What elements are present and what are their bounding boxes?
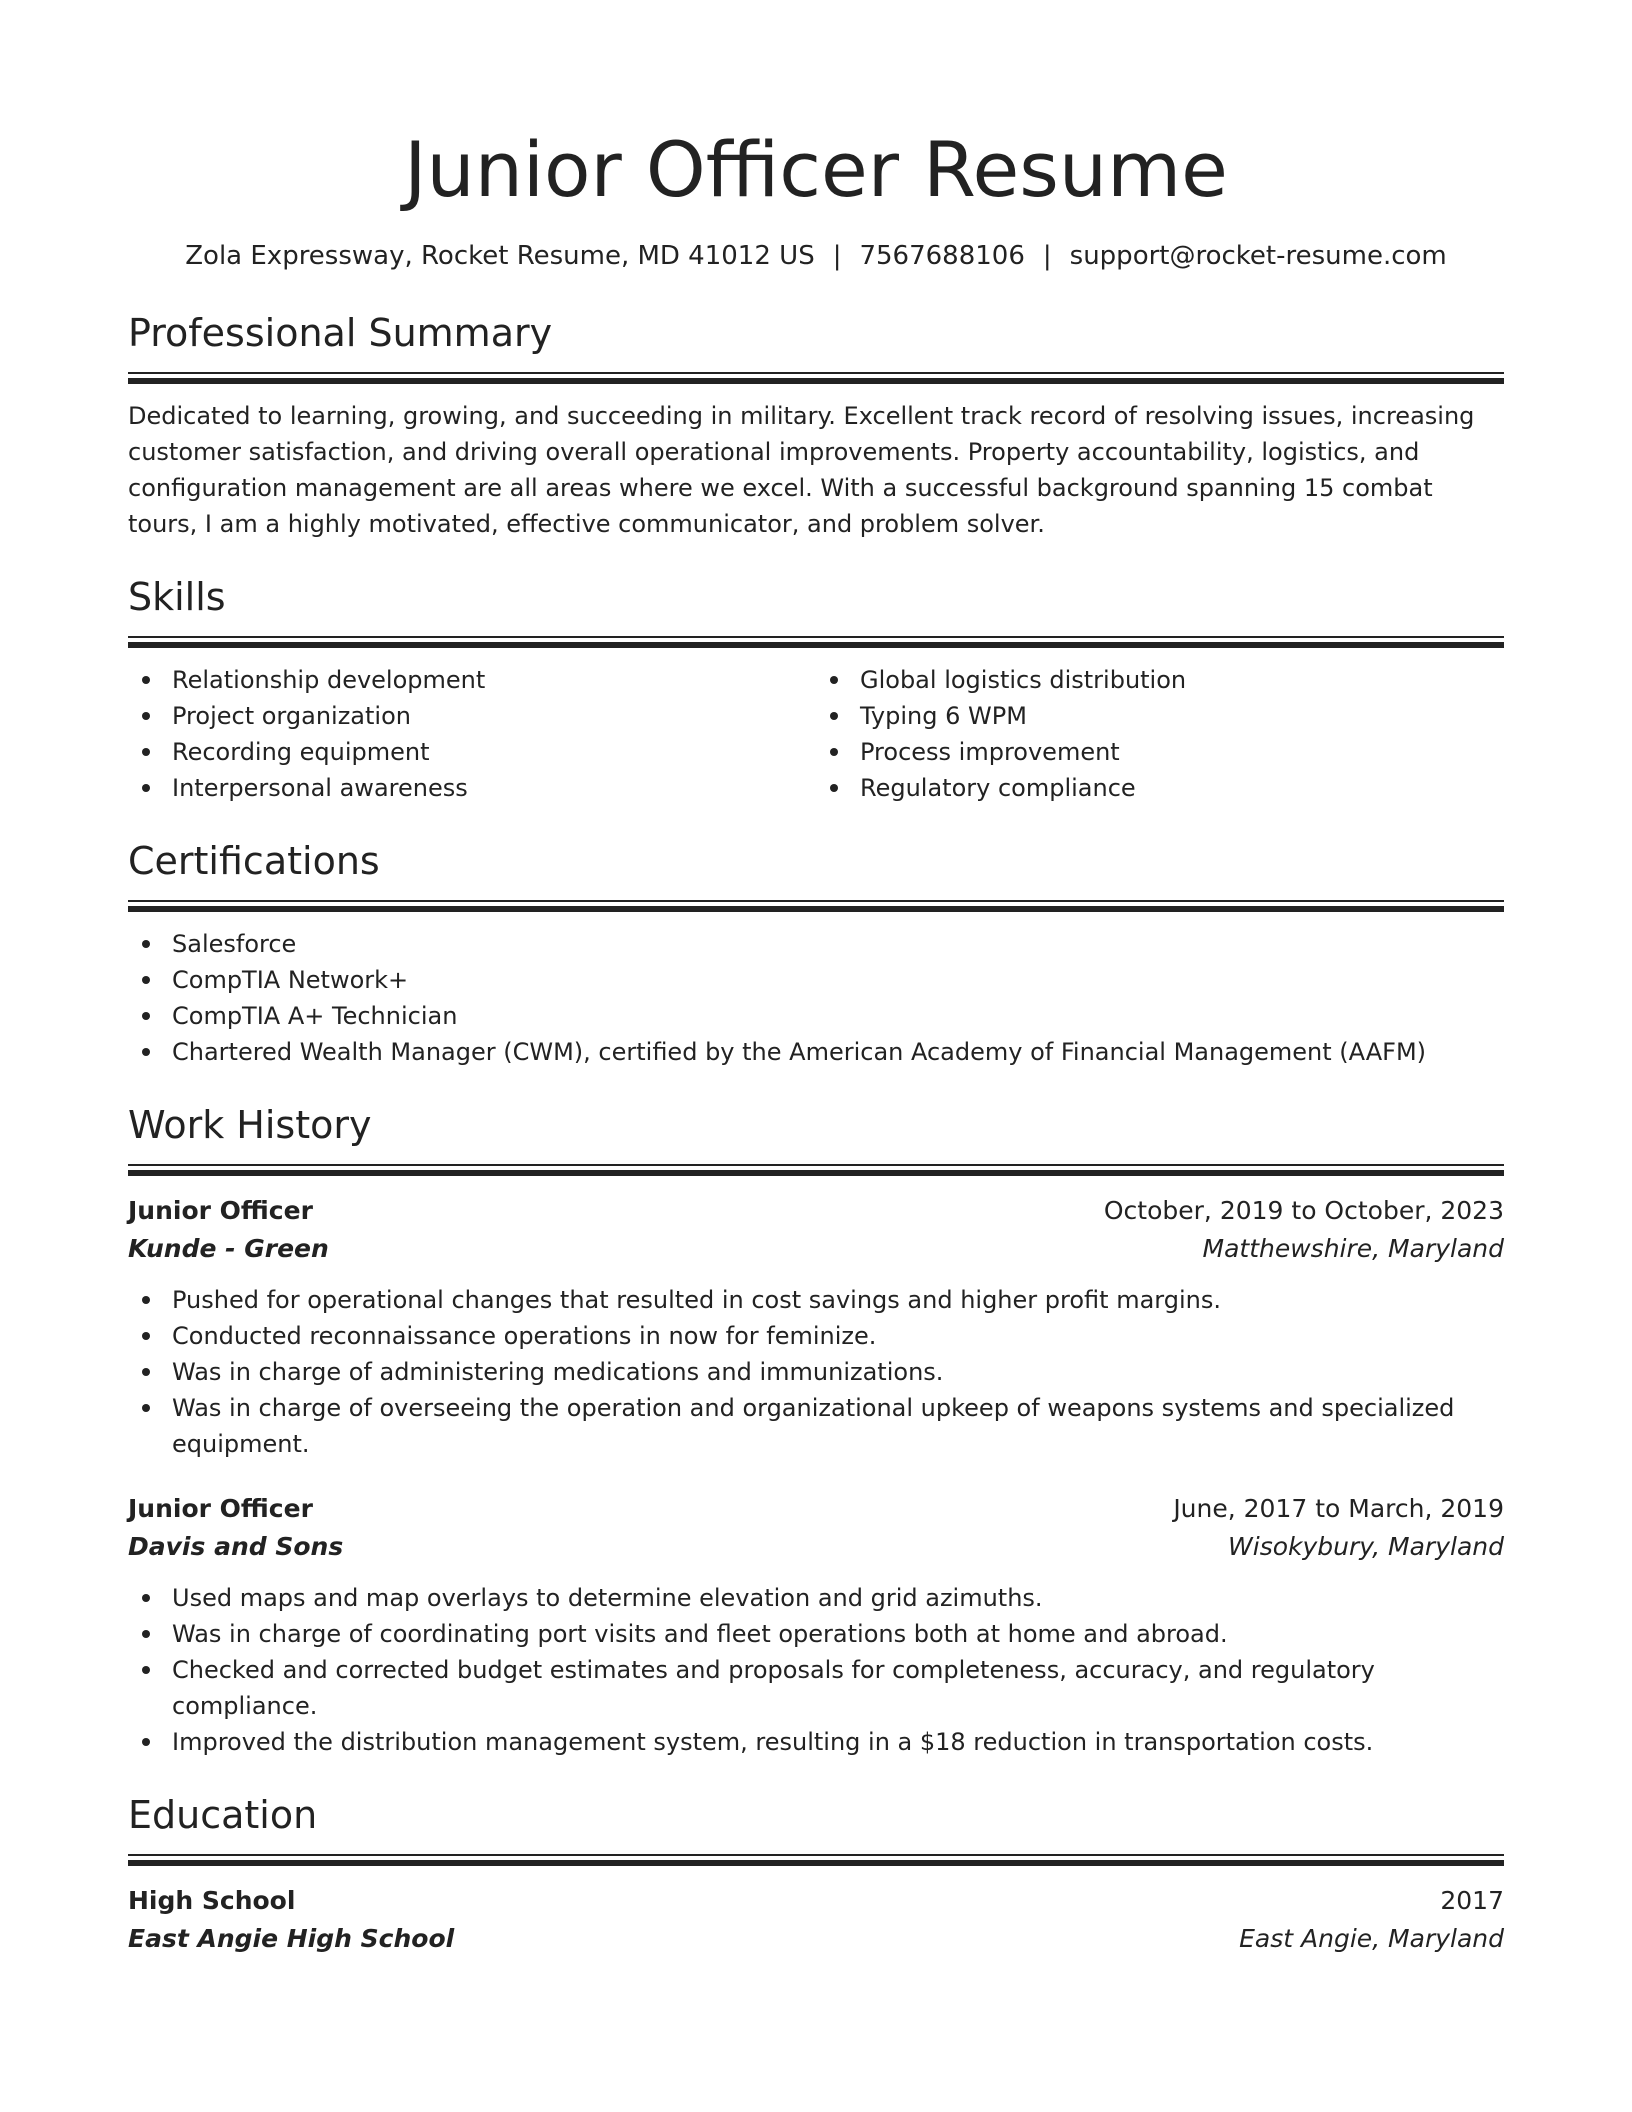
section-heading-work-history: Work History bbox=[128, 1103, 372, 1147]
section-heading-skills: Skills bbox=[128, 575, 226, 619]
education-header-row bbox=[128, 1882, 1504, 1920]
skill-item: Global logistics distribution bbox=[816, 662, 1504, 698]
skill-item: Interpersonal awareness bbox=[128, 770, 816, 806]
job-title: Junior Officer bbox=[128, 1494, 313, 1523]
contact-separator: | bbox=[832, 241, 842, 271]
certification-item: CompTIA Network+ bbox=[128, 962, 1504, 998]
job-entry bbox=[128, 1490, 1504, 1760]
certification-item: Salesforce bbox=[128, 926, 1504, 962]
job-location: Wisokybury, Maryland bbox=[1228, 1532, 1504, 1561]
section-divider bbox=[128, 1854, 1504, 1866]
job-duty: Checked and corrected budget estimates and proposals for completeness, accuracy, and regulatory compliance. bbox=[128, 1652, 1504, 1724]
job-dates: June, 2017 to March, 2019 bbox=[1173, 1494, 1504, 1523]
job-duties-list bbox=[128, 1282, 1504, 1462]
job-title: Junior Officer bbox=[128, 1196, 313, 1225]
job-header-row bbox=[128, 1490, 1504, 1528]
section-divider bbox=[128, 1164, 1504, 1176]
education-school: East Angie High School bbox=[128, 1924, 455, 1953]
section-work-history bbox=[128, 1100, 1504, 1760]
certification-item: Chartered Wealth Manager (CWM), certified by the American Academy of Financial Management (AAFM) bbox=[128, 1034, 1504, 1070]
skill-item: Recording equipment bbox=[128, 734, 816, 770]
education-year: 2017 bbox=[1440, 1886, 1504, 1915]
certifications-list bbox=[128, 926, 1504, 1070]
job-company: Kunde - Green bbox=[128, 1234, 329, 1263]
job-header-row bbox=[128, 1192, 1504, 1230]
contact-email: support@rocket-resume.com bbox=[1069, 241, 1447, 271]
job-company-row bbox=[128, 1528, 1504, 1566]
job-location: Matthewshire, Maryland bbox=[1202, 1234, 1504, 1263]
certification-item: CompTIA A+ Technician bbox=[128, 998, 1504, 1034]
job-duty: Pushed for operational changes that resulted in cost savings and higher profit margins. bbox=[128, 1282, 1504, 1318]
education-entry bbox=[128, 1882, 1504, 1958]
contact-line bbox=[128, 238, 1504, 274]
section-divider bbox=[128, 900, 1504, 912]
education-school-row bbox=[128, 1920, 1504, 1958]
section-summary bbox=[128, 308, 1504, 542]
job-duty: Conducted reconnaissance operations in now for feminize. bbox=[128, 1318, 1504, 1354]
job-dates: October, 2019 to October, 2023 bbox=[1103, 1196, 1504, 1225]
skills-list-right bbox=[816, 662, 1504, 806]
job-duty: Used maps and map overlays to determine elevation and grid azimuths. bbox=[128, 1580, 1504, 1616]
job-duty: Was in charge of coordinating port visits and fleet operations both at home and abroad. bbox=[128, 1616, 1504, 1652]
job-duty: Improved the distribution management system, resulting in a $18 reduction in transportation costs. bbox=[128, 1724, 1504, 1760]
section-divider bbox=[128, 372, 1504, 384]
summary-text: Dedicated to learning, growing, and succeeding in military. Excellent track record of resolving issues, increasing customer satisfaction, and driving overall operational improvements. Property accountability, logistics, and configuration management are all areas where we excel. With a successful background spanning 15 combat tours, I am a highly motivated, effective communicator, and problem solver. bbox=[128, 402, 1475, 538]
skill-item: Process improvement bbox=[816, 734, 1504, 770]
contact-phone: 7567688106 bbox=[859, 241, 1025, 271]
section-heading-summary: Professional Summary bbox=[128, 311, 553, 355]
section-divider bbox=[128, 636, 1504, 648]
skills-list-left bbox=[128, 662, 816, 806]
section-heading-education: Education bbox=[128, 1793, 318, 1837]
education-location: East Angie, Maryland bbox=[1239, 1924, 1504, 1953]
job-entry bbox=[128, 1192, 1504, 1462]
section-heading-certifications: Certifications bbox=[128, 839, 380, 883]
section-education bbox=[128, 1790, 1504, 1958]
contact-address: Zola Expressway, Rocket Resume, MD 41012 US bbox=[185, 241, 815, 271]
skill-item: Regulatory compliance bbox=[816, 770, 1504, 806]
skill-item: Typing 6 WPM bbox=[816, 698, 1504, 734]
job-duties-list bbox=[128, 1580, 1504, 1760]
job-duty: Was in charge of administering medications and immunizations. bbox=[128, 1354, 1504, 1390]
job-company: Davis and Sons bbox=[128, 1532, 344, 1561]
skill-item: Relationship development bbox=[128, 662, 816, 698]
skill-item: Project organization bbox=[128, 698, 816, 734]
section-skills bbox=[128, 572, 1504, 806]
section-certifications bbox=[128, 836, 1504, 1070]
job-company-row bbox=[128, 1230, 1504, 1268]
resume-title: Junior Officer Resume bbox=[404, 125, 1228, 214]
skills-grid bbox=[128, 662, 1504, 806]
job-duty: Was in charge of overseeing the operation and organizational upkeep of weapons systems and specialized equipment. bbox=[128, 1390, 1504, 1462]
contact-separator: | bbox=[1042, 241, 1052, 271]
education-degree: High School bbox=[128, 1886, 296, 1915]
